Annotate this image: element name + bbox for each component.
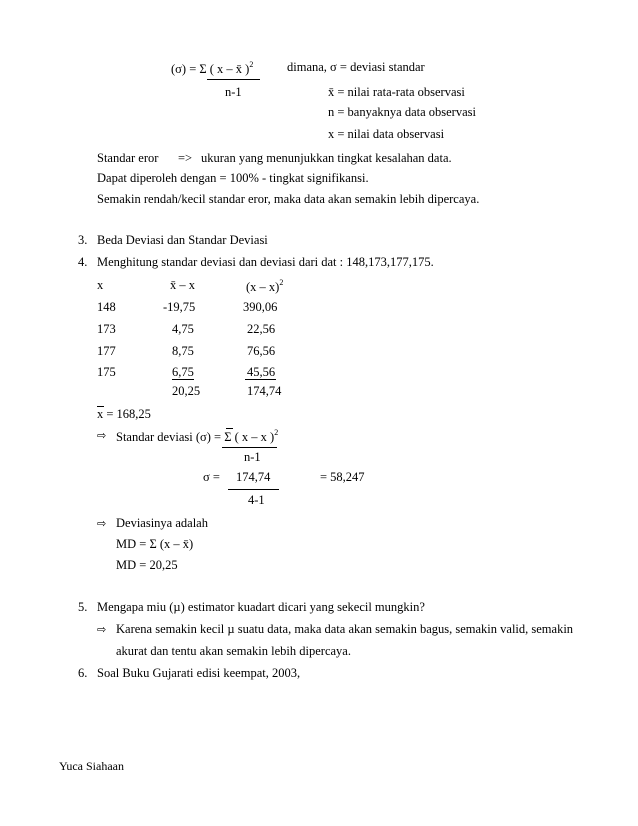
table-header-deviation: x̄ – x [170,278,195,292]
table-header-squared: (x – x)$^2$ [246,278,284,294]
md-formula: MD = Σ (x – x̄) [116,537,194,551]
table-cell: 175 [97,365,116,379]
item-3-number: 3. [78,233,88,247]
answer-5-line2: akurat dan tentu akan semakin lebih dipercaya. [116,644,351,658]
table-cell: 22,56 [247,322,276,336]
item-5-text: Mengapa miu (µ) estimator kuadart dicari yang sekecil mungkin? [97,600,425,614]
table-cell: 148 [97,300,116,314]
table-header-x: x [97,278,104,292]
table-cell: 390,06 [243,300,278,314]
md-label: Deviasinya adalah [116,516,208,530]
definition-n: n = banyaknya data observasi [328,105,476,119]
table-cell: 6,75 [172,365,194,379]
standar-eror-arrow: => [178,151,193,165]
mean-value: x = 168,25 [97,407,151,421]
item-6-number: 6. [78,666,88,680]
sd-formula: Standar deviasi (σ) = Σ ( x – x )$^2$ [116,428,279,444]
arrow-icon: ⇨ [97,429,107,442]
fraction-bar [228,489,279,490]
standar-eror-line3: Semakin rendah/kecil standar eror, maka data akan semakin lebih dipercaya. [97,192,480,206]
table-total: 174,74 [247,384,282,398]
table-cell: 45,56 [247,365,276,379]
sd-denominator-value: 4-1 [248,493,265,507]
table-cell: 76,56 [247,344,276,358]
sum-line [172,379,194,380]
arrow-icon: ⇨ [97,623,107,636]
md-result: MD = 20,25 [116,558,178,572]
table-total: 20,25 [172,384,201,398]
table-cell: 177 [97,344,116,358]
definition-x: x = nilai data observasi [328,127,445,141]
table-cell: 8,75 [172,344,194,358]
definition-sigma: dimana, σ = deviasi standar [287,60,425,74]
item-6-text: Soal Buku Gujarati edisi keempat, 2003, [97,666,301,680]
table-cell: -19,75 [163,300,196,314]
sigma-label: σ = [203,470,220,484]
answer-5-line1: Karena semakin kecil µ suatu data, maka data akan semakin bagus, semakin valid, semakin [116,622,574,636]
table-cell: 4,75 [172,322,194,336]
sd-formula-denominator: n-1 [225,85,242,99]
sd-result: = 58,247 [320,470,365,484]
fraction-bar [207,79,260,80]
sd-formula-numerator: (σ) = Σ ( x – x̄ )$^2$ [171,60,254,76]
item-4-text: Menghitung standar deviasi dan deviasi dari dat : 148,173,177,175. [97,255,434,269]
sum-line [245,379,276,380]
item-3-text: Beda Deviasi dan Standar Deviasi [97,233,268,247]
definition-mean: x̄ = nilai rata-rata observasi [328,85,465,99]
item-4-number: 4. [78,255,88,269]
fraction-bar [222,447,277,448]
sd-numerator-value: 174,74 [236,470,271,484]
standar-eror-label: Standar eror [97,151,159,165]
footer-author: Yuca Siahaan [59,759,124,773]
standar-eror-line2: Dapat diperoleh dengan = 100% - tingkat signifikansi. [97,171,369,185]
standar-eror-desc: ukuran yang menunjukkan tingkat kesalahan data. [201,151,452,165]
x-bar-overline [226,428,233,429]
item-5-number: 5. [78,600,88,614]
sd-denominator: n-1 [244,450,261,464]
arrow-icon: ⇨ [97,517,107,530]
table-cell: 173 [97,322,116,336]
